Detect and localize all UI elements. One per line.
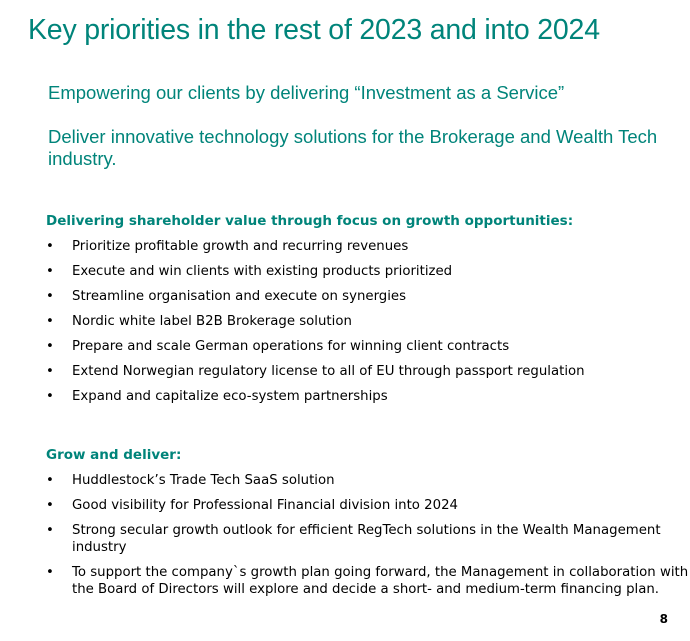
- list-item: [46, 263, 690, 280]
- list-item-text: Prioritize profitable growth and recurring revenues: [72, 239, 409, 254]
- bullet-icon: •: [46, 364, 54, 379]
- list-item: [46, 238, 690, 255]
- subtitle-technology-solutions: Deliver innovative technology solutions for the Brokerage and Wealth Tech industry.: [48, 126, 658, 169]
- bullet-icon: •: [46, 239, 54, 254]
- list-item-text: Good visibility for Professional Financial division into 2024: [72, 498, 459, 513]
- shareholder-value-section: [46, 212, 690, 413]
- list-item-text: Prepare and scale German operations for winning client contracts: [72, 339, 510, 354]
- bullet-icon: •: [46, 314, 54, 329]
- bullet-icon: •: [46, 565, 54, 580]
- list-item: [46, 388, 690, 405]
- grow-and-deliver-list: [46, 472, 690, 598]
- subtitle-block: [48, 82, 668, 170]
- list-item: [46, 338, 690, 355]
- list-item: [46, 522, 690, 556]
- list-item-text: To support the company`s growth plan going forward, the Management in collaboration with the Board of Directors will explore and decide a short- and medium-term financing plan.: [72, 565, 689, 597]
- list-item-text: Expand and capitalize eco-system partnerships: [72, 389, 388, 404]
- section-heading-grow-and-deliver: Grow and deliver:: [46, 447, 182, 463]
- bullet-icon: •: [46, 523, 54, 538]
- list-item-text: Strong secular growth outlook for efficient RegTech solutions in the Wealth Management industry: [72, 523, 661, 555]
- list-item: [46, 564, 690, 598]
- bullet-icon: •: [46, 264, 54, 279]
- list-item: [46, 313, 690, 330]
- grow-and-deliver-section: [46, 446, 690, 606]
- bullet-icon: •: [46, 389, 54, 404]
- list-item-text: Streamline organisation and execute on synergies: [72, 289, 407, 304]
- subtitle-investment-as-a-service: Empowering our clients by delivering “Investment as a Service”: [48, 82, 565, 103]
- list-item: [46, 363, 690, 380]
- bullet-icon: •: [46, 289, 54, 304]
- slide-title: Key priorities in the rest of 2023 and into 2024: [28, 14, 600, 46]
- bullet-icon: •: [46, 498, 54, 513]
- list-item: [46, 472, 690, 489]
- list-item: [46, 288, 690, 305]
- shareholder-value-list: [46, 238, 690, 405]
- section-heading-shareholder-value: Delivering shareholder value through focus on growth opportunities:: [46, 213, 574, 229]
- list-item-text: Nordic white label B2B Brokerage solution: [72, 314, 352, 329]
- bullet-icon: •: [46, 473, 54, 488]
- list-item-text: Huddlestock’s Trade Tech SaaS solution: [72, 473, 335, 488]
- list-item-text: Extend Norwegian regulatory license to all of EU through passport regulation: [72, 364, 585, 379]
- page-number: 8: [659, 612, 668, 626]
- bullet-icon: •: [46, 339, 54, 354]
- list-item-text: Execute and win clients with existing products prioritized: [72, 264, 453, 279]
- list-item: [46, 497, 690, 514]
